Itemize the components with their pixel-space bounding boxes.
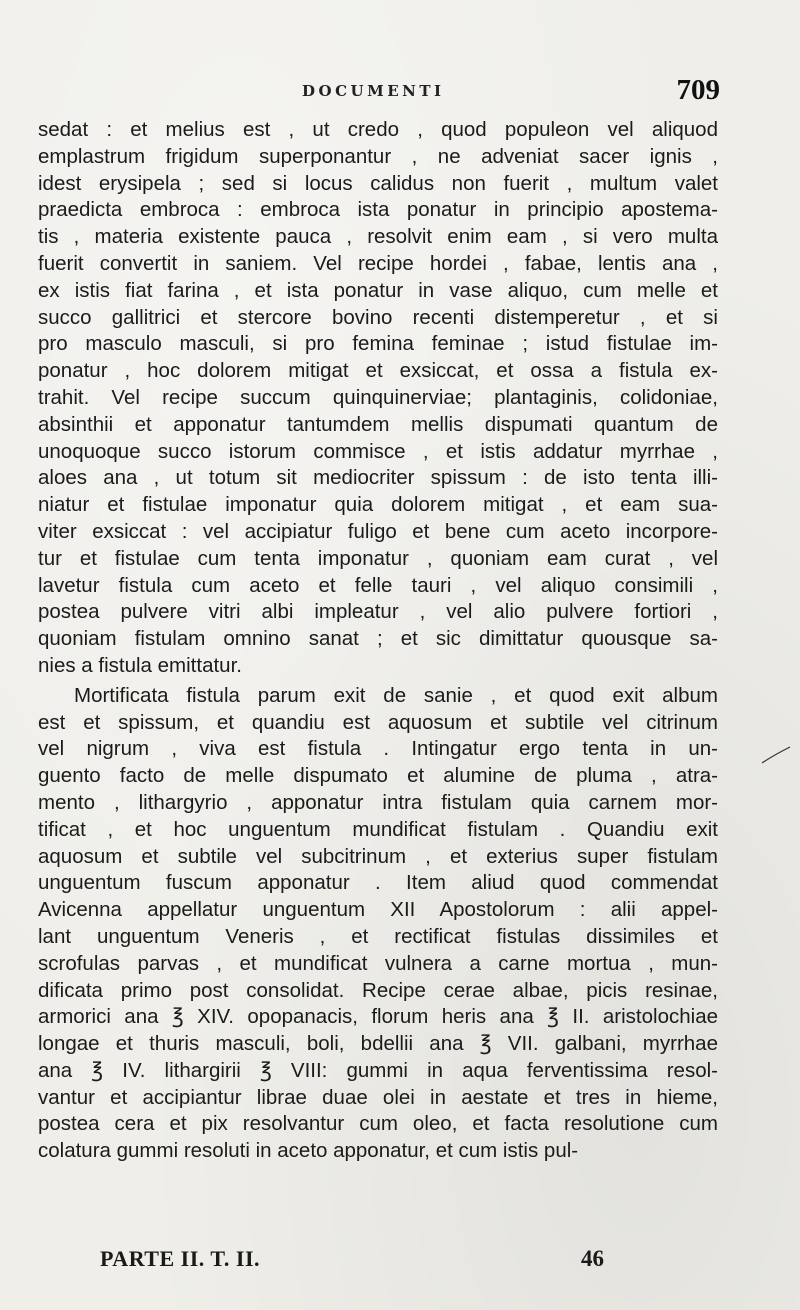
margin-pen-mark bbox=[760, 745, 792, 765]
text-line: armorici ana ℥ XIV. opopanacis, florum heris ana ℥ II. aristolochiae bbox=[38, 1005, 718, 1029]
text-line: Avicenna appellatur unguentum XII Apostolorum : alii appel- bbox=[38, 898, 718, 922]
text-line: praedicta embroca : embroca ista ponatur in principio apostema- bbox=[38, 198, 718, 222]
text-line: ex istis fiat farina , et ista ponatur in vase aliquo, cum melle et bbox=[38, 278, 718, 302]
text-line: tur et fistulae cum tenta imponatur , quoniam eam curat , vel bbox=[38, 546, 718, 570]
text-line: aquosum et subtile vel subcitrinum , et exterius super fistulam bbox=[38, 844, 718, 868]
page-footer bbox=[60, 1246, 660, 1280]
text-line: lant unguentum Veneris , et rectificat fistulas dissimiles et bbox=[38, 924, 718, 948]
part-volume-label: PARTE II. T. II. bbox=[100, 1246, 261, 1271]
text-line: aloes ana , ut totum sit mediocriter spissum : de isto tenta illi- bbox=[38, 466, 718, 490]
page-number: 709 bbox=[676, 74, 720, 106]
text-line: postea pulvere vitri albi impleatur , vel alio pulvere fortiori , bbox=[38, 600, 718, 624]
text-line: mento , lithargyrio , apponatur intra fistulam quia carnem mor- bbox=[38, 790, 718, 814]
text-line: trahit. Vel recipe succum quinquinerviae; plantaginis, colidoniae, bbox=[38, 385, 718, 409]
running-head bbox=[38, 74, 720, 112]
paragraph-1 bbox=[38, 117, 718, 680]
signature-mark: 46 bbox=[581, 1246, 604, 1271]
text-line: unoquoque succo istorum commisce , et istis addatur myrrhae , bbox=[38, 439, 718, 463]
text-line: postea cera et pix resolvantur cum oleo, et facta resolutione cum bbox=[38, 1112, 718, 1136]
text-line: longae et thuris masculi, boli, bdellii ana ℥ VII. galbani, myrrhae bbox=[38, 1032, 718, 1056]
text-line: colatura gummi resoluti in aceto apponatur, et cum istis pul- bbox=[38, 1139, 579, 1163]
text-line: ponatur , hoc dolorem mitigat et exsiccat, et ossa a fistula ex- bbox=[38, 359, 718, 383]
text-line: tis , materia existente pauca , resolvit enim eam , si vero multa bbox=[38, 225, 718, 249]
text-line: pro masculo masculi, si pro femina feminae ; istud fistulae im- bbox=[38, 332, 718, 356]
text-line: guento facto de melle dispumato et alumine de pluma , atra- bbox=[38, 764, 718, 788]
text-line: succo gallitrici et stercore bovino recenti distemperetur , et si bbox=[38, 305, 718, 329]
text-line: tificat , et hoc unguentum mundificat fistulam . Quandiu exit bbox=[38, 817, 718, 841]
text-line: absinthii et apponatur tantumdem mellis dispumati quantum de bbox=[38, 412, 718, 436]
text-line: ana ℥ IV. lithargirii ℥ VIII: gummi in aqua ferventissima resol- bbox=[38, 1058, 718, 1082]
text-line: emplastrum frigidum superponantur , ne adveniat sacer ignis , bbox=[38, 144, 718, 168]
text-line: Mortificata fistula parum exit de sanie , et quod exit album bbox=[74, 683, 718, 707]
text-line: niatur et fistulae imponatur quia dolorem mitigat , et eam sua- bbox=[38, 493, 718, 517]
text-line: idest erysipela ; sed si locus calidus non fuerit , multum valet bbox=[38, 171, 718, 195]
text-line: unguentum fuscum apponatur . Item aliud quod commendat bbox=[38, 871, 718, 895]
text-line: vel nigrum , viva est fistula . Intingatur ergo tenta in un- bbox=[38, 737, 718, 761]
paragraph-2 bbox=[38, 683, 718, 1165]
text-line: lavetur fistula cum aceto et felle tauri , vel aliquo consimili , bbox=[38, 573, 718, 597]
text-line: dificata primo post consolidat. Recipe cerae albae, picis resinae, bbox=[38, 978, 718, 1002]
text-line: nies a fistula emittatur. bbox=[38, 653, 242, 677]
text-line: sedat : et melius est , ut credo , quod populeon vel aliquod bbox=[38, 118, 718, 141]
text-line: quoniam fistulam omnino sanat ; et sic dimittatur quousque sa- bbox=[38, 627, 718, 651]
text-line: vantur et accipiantur librae duae olei in aestate et tres in hieme, bbox=[38, 1085, 718, 1109]
text-line: fuerit convertit in saniem. Vel recipe hordei , fabae, lentis ana , bbox=[38, 251, 718, 275]
text-line: scrofulas parvas , et mundificat vulnera a carne mortua , mun- bbox=[38, 951, 718, 975]
text-line: viter exsiccat : vel accipiatur fuligo et bene cum aceto incorpore- bbox=[38, 519, 718, 543]
text-line: est et spissum, et quandiu est aquosum et subtile vel citrinum bbox=[38, 710, 718, 734]
body-text bbox=[38, 117, 718, 1165]
running-title: DOCUMENTI bbox=[302, 82, 445, 100]
